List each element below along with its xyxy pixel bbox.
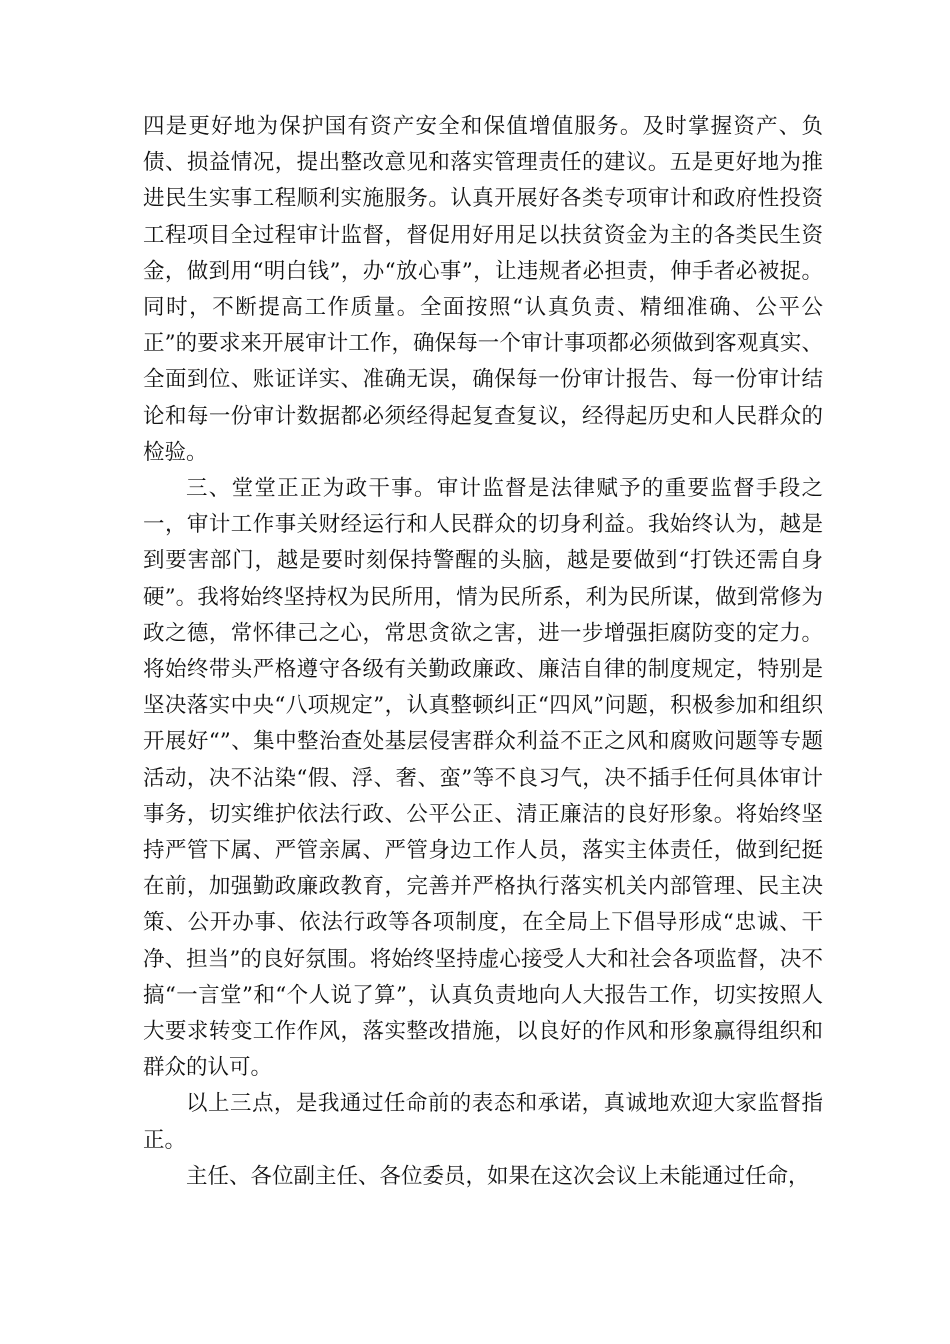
paragraph-section-three: 三、堂堂正正为政干事。审计监督是法律赋予的重要监督手段之一，审计工作事关财经运行和人民群众的切身利益。我始终认为，越是到要害部门，越是要时刻保持警醒的头脑，越是要做到“打铁还需自身硬”。我将始终坚持权为民所用，情为民所系，利为民所谋，做到常修为政之德，常怀律己之心，常思贪欲之害，进一步增强拒腐防变的定力。将始终带头严格遵守各级有关勤政廉政、廉洁自律的制度规定，特别是坚决落实中央“八项规定”，认真整顿纠正“四风”问题，积极参加和组织开展好“”、集中整治查处基层侵害群众利益不正之风和腐败问题等专题活动，决不沾染“假、浮、奢、蛮”等不良习气，决不插手任何具体审计事务，切实维护依法行政、公平公正、清正廉洁的良好形象。将始终坚持严管下属、严管亲属、严管身边工作人员，落实主体责任，做到纪挺在前，加强勤政廉政教育，完善并严格执行落实机关内部管理、民主决策、公开办事、依法行政等各项制度，在全局上下倡导形成“忠诚、干净、担当”的良好氛围。将始终坚持虚心接受人大和社会各项监督，决不搞“一言堂”和“个人说了算”，认真负责地向人大报告工作，切实按照人大要求转变工作作风，落实整改措施，以良好的作风和形象赢得组织和群众的认可。: [143, 476, 823, 1081]
paragraph-address: 主任、各位副主任、各位委员，如果在这次会议上未能通过任命，: [186, 1163, 810, 1189]
document-body: [143, 109, 823, 1195]
paragraph-closing-statement: 以上三点，是我通过任命前的表态和承诺，真诚地欢迎大家监督指正。: [143, 1091, 823, 1153]
paragraph-continuation: 四是更好地为保护国有资产安全和保值增值服务。及时掌握资产、负债、损益情况，提出整改意见和落实管理责任的建议。五是更好地为推进民生实事工程顺利实施服务。认真开展好各类专项审计和政府性投资工程项目全过程审计监督，督促用好用足以扶贫资金为主的各类民生资金，做到用“明白钱”，办“放心事”，让违规者必担责，伸手者必被捉。同时，不断提高工作质量。全面按照“认真负责、精细准确、公平公正”的要求来开展审计工作，确保每一个审计事项都必须做到客观真实、全面到位、账证详实、准确无误，确保每一份审计报告、每一份审计结论和每一份审计数据都必须经得起复查复议，经得起历史和人民群众的检验。: [143, 114, 823, 465]
